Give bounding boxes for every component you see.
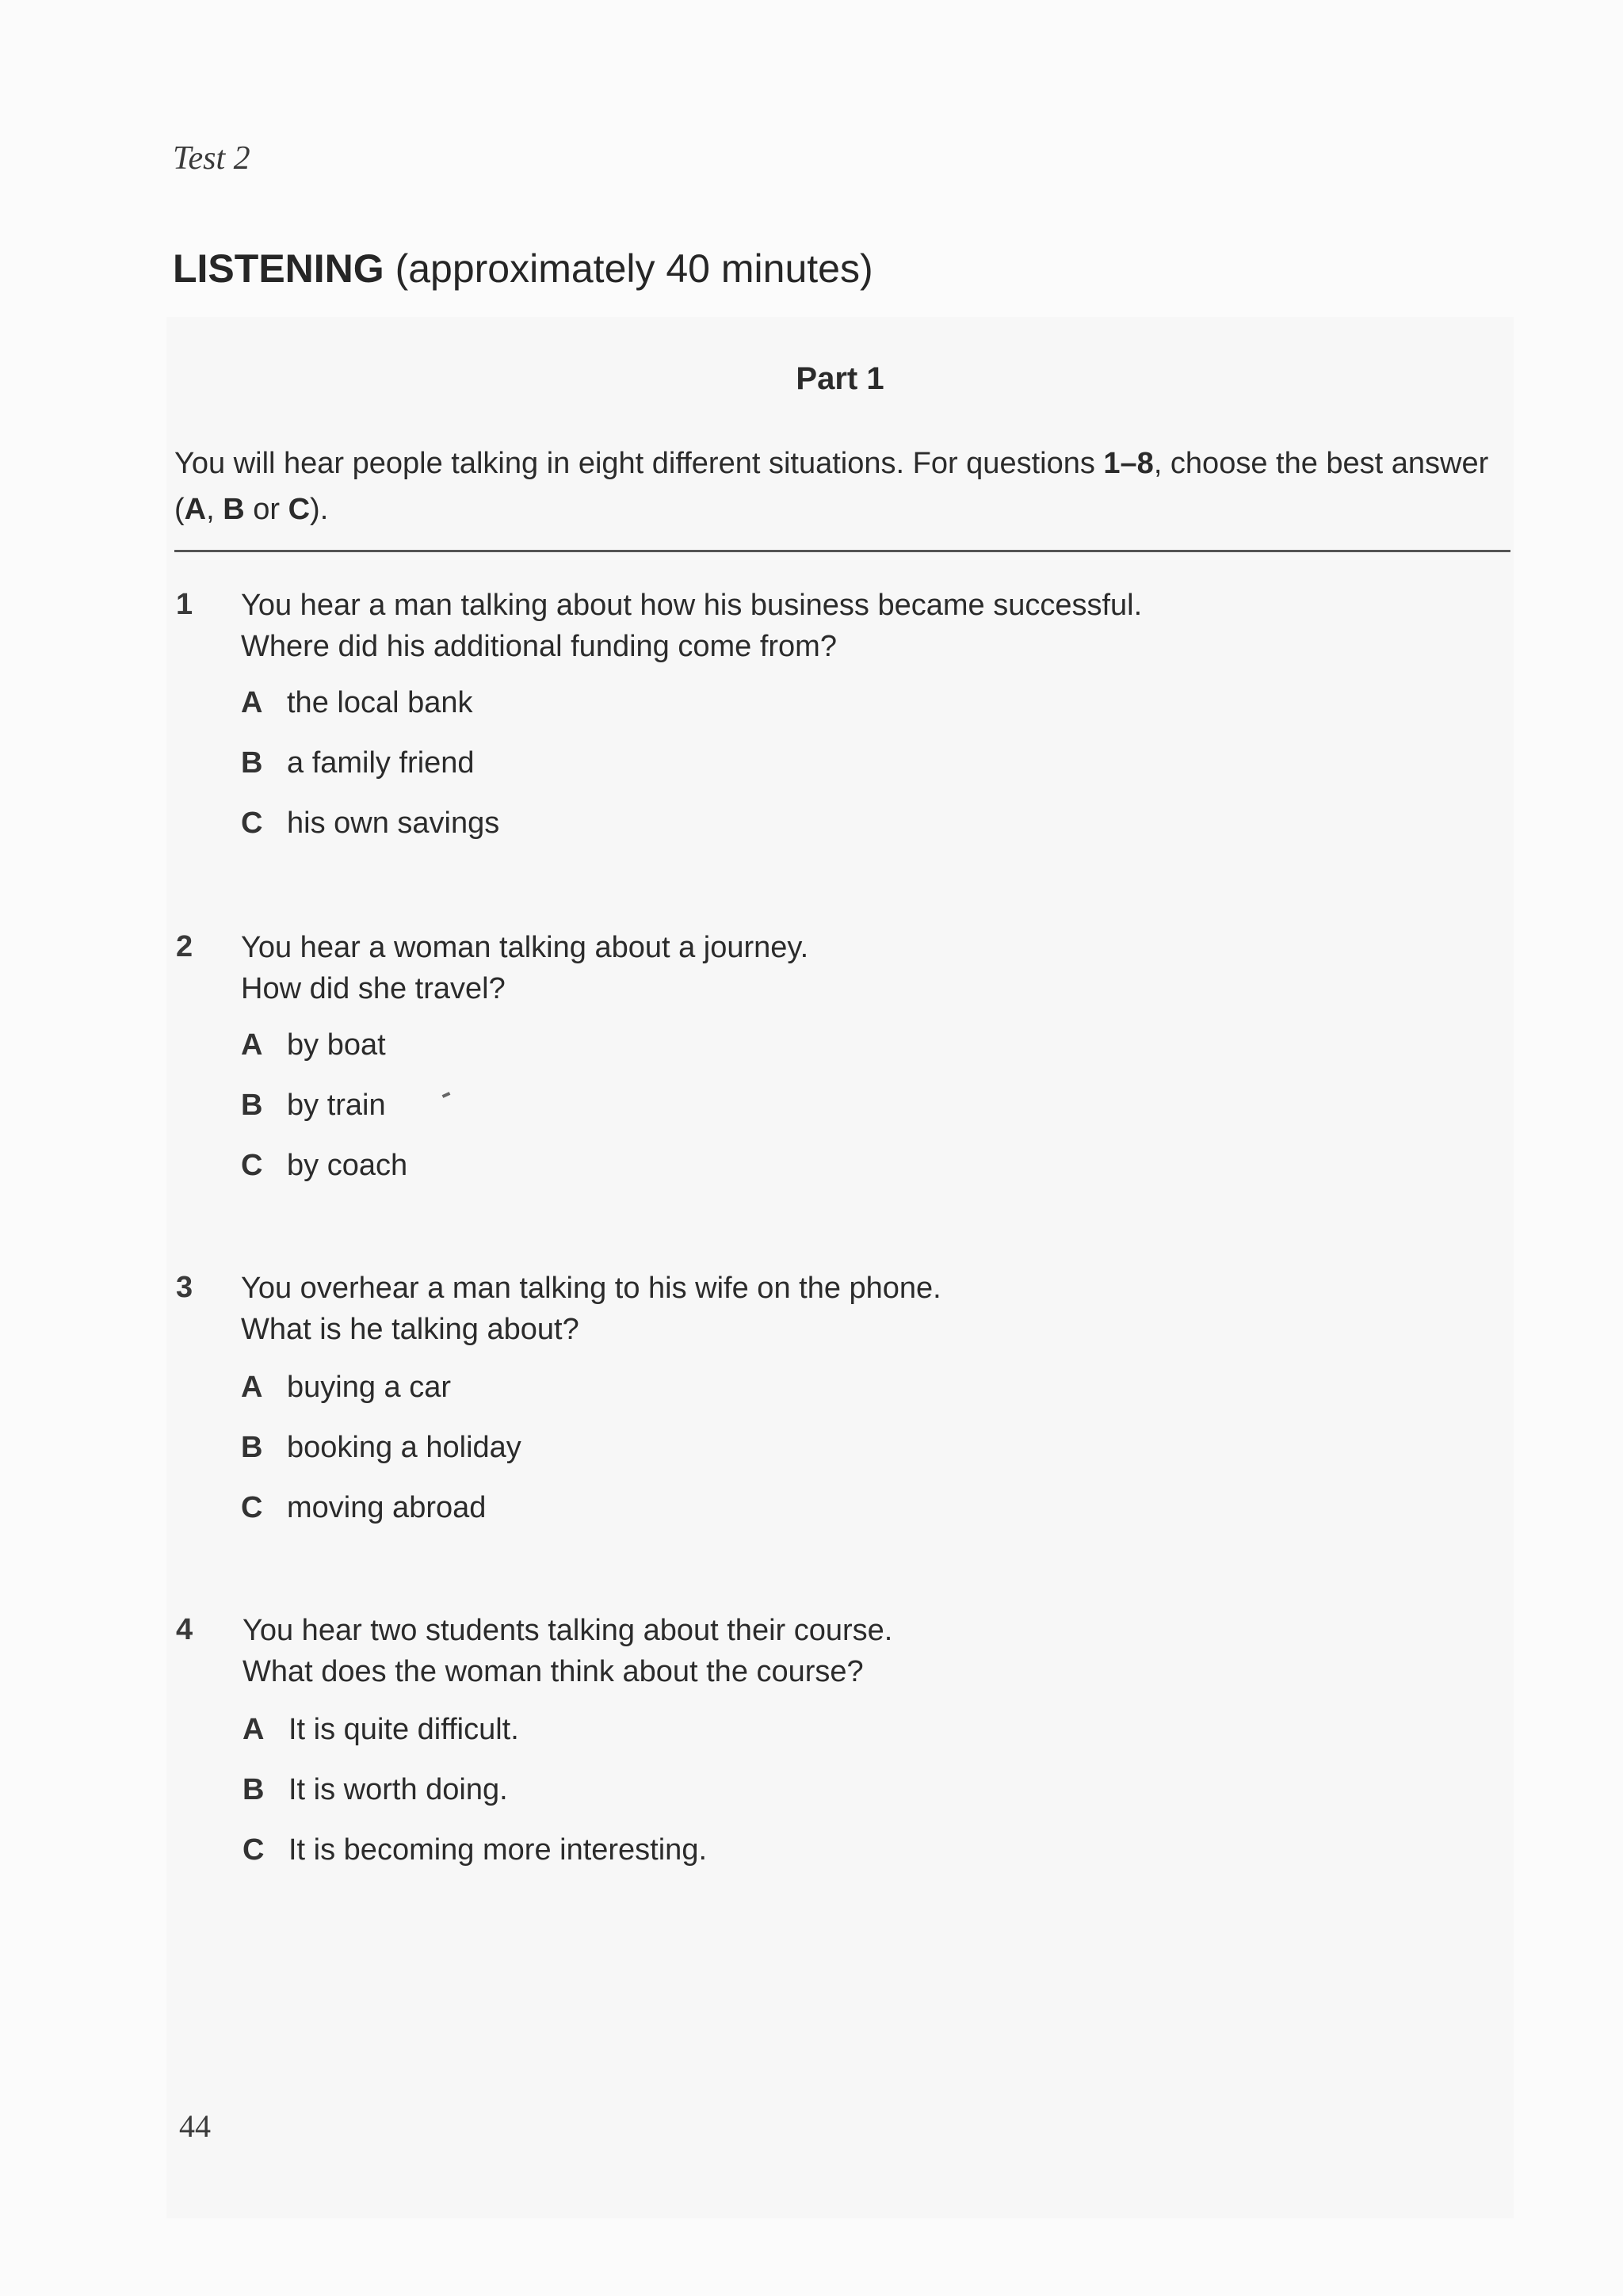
option-letter: A bbox=[242, 1713, 265, 1746]
option-letter: B bbox=[241, 1089, 263, 1122]
option-c[interactable] bbox=[241, 1491, 486, 1525]
instructions-text: , bbox=[206, 493, 223, 526]
option-letter: C bbox=[241, 807, 263, 840]
divider-rule bbox=[174, 550, 1510, 552]
option-b[interactable] bbox=[241, 1089, 386, 1123]
option-letter: C bbox=[242, 1833, 265, 1867]
page-number: 44 bbox=[179, 2108, 211, 2144]
section-heading bbox=[173, 246, 873, 292]
part-title: Part 1 bbox=[796, 361, 884, 396]
option-c[interactable] bbox=[241, 1149, 407, 1183]
question-stem-line-1: You hear two students talking about their course. bbox=[242, 1614, 893, 1647]
question-stem bbox=[242, 1610, 892, 1692]
question-number: 4 bbox=[176, 1613, 193, 1646]
question-number: 3 bbox=[176, 1271, 193, 1304]
running-head: Test 2 bbox=[173, 140, 250, 177]
question-stem bbox=[241, 585, 1142, 667]
question-stem-line-2: What is he talking about? bbox=[241, 1313, 579, 1346]
option-text: by train bbox=[287, 1089, 386, 1122]
option-letter: C bbox=[241, 1149, 263, 1182]
option-letter: A bbox=[241, 686, 263, 719]
option-b[interactable] bbox=[241, 746, 475, 780]
option-letter: A bbox=[241, 1028, 263, 1062]
option-b[interactable] bbox=[242, 1773, 508, 1807]
instructions-letter-b: B bbox=[223, 493, 245, 526]
instructions-text: , choose the best answer ( bbox=[174, 447, 1489, 526]
question-stem-line-2: What does the woman think about the course? bbox=[242, 1655, 864, 1688]
section-heading-duration: (approximately 40 minutes) bbox=[384, 246, 873, 291]
question-stem-line-2: How did she travel? bbox=[241, 972, 506, 1005]
option-text: by boat bbox=[287, 1028, 386, 1062]
option-text: the local bank bbox=[287, 686, 473, 719]
option-text: moving abroad bbox=[287, 1491, 487, 1524]
instructions-text: You will hear people talking in eight different situations. For questions bbox=[174, 447, 1104, 480]
option-a[interactable] bbox=[241, 686, 473, 720]
option-text: It is becoming more interesting. bbox=[288, 1833, 708, 1867]
option-letter: B bbox=[242, 1773, 265, 1806]
option-text: It is quite difficult. bbox=[288, 1713, 519, 1746]
option-c[interactable] bbox=[241, 807, 499, 841]
option-letter: B bbox=[241, 746, 263, 780]
option-text: a family friend bbox=[287, 746, 475, 780]
option-a[interactable] bbox=[241, 1371, 451, 1405]
instructions-text: ). bbox=[310, 493, 329, 526]
instructions bbox=[174, 441, 1522, 532]
question-stem bbox=[241, 927, 808, 1009]
option-text: by coach bbox=[287, 1149, 408, 1182]
instructions-text: or bbox=[244, 493, 288, 526]
option-text: booking a holiday bbox=[287, 1431, 521, 1464]
question-stem-line-2: Where did his additional funding come from? bbox=[241, 630, 837, 663]
question-stem bbox=[241, 1268, 941, 1350]
instructions-letter-a: A bbox=[184, 493, 207, 526]
question-number: 1 bbox=[176, 588, 193, 621]
question-stem-line-1: You hear a man talking about how his business became successful. bbox=[241, 589, 1143, 622]
option-text: It is worth doing. bbox=[288, 1773, 508, 1806]
option-text: his own savings bbox=[287, 807, 500, 840]
option-letter: B bbox=[241, 1431, 263, 1464]
option-letter: A bbox=[241, 1371, 263, 1404]
question-number: 2 bbox=[176, 930, 193, 963]
option-text: buying a car bbox=[287, 1371, 452, 1404]
option-letter: C bbox=[241, 1491, 263, 1524]
instructions-question-range: 1–8 bbox=[1103, 447, 1154, 480]
question-stem-line-1: You overhear a man talking to his wife on the phone. bbox=[241, 1272, 941, 1305]
option-a[interactable] bbox=[242, 1713, 519, 1747]
option-b[interactable] bbox=[241, 1431, 521, 1465]
section-heading-bold: LISTENING bbox=[173, 246, 384, 291]
instructions-letter-c: C bbox=[288, 493, 311, 526]
option-c[interactable] bbox=[242, 1833, 707, 1867]
option-a[interactable] bbox=[241, 1028, 386, 1062]
question-stem-line-1: You hear a woman talking about a journey. bbox=[241, 931, 809, 964]
